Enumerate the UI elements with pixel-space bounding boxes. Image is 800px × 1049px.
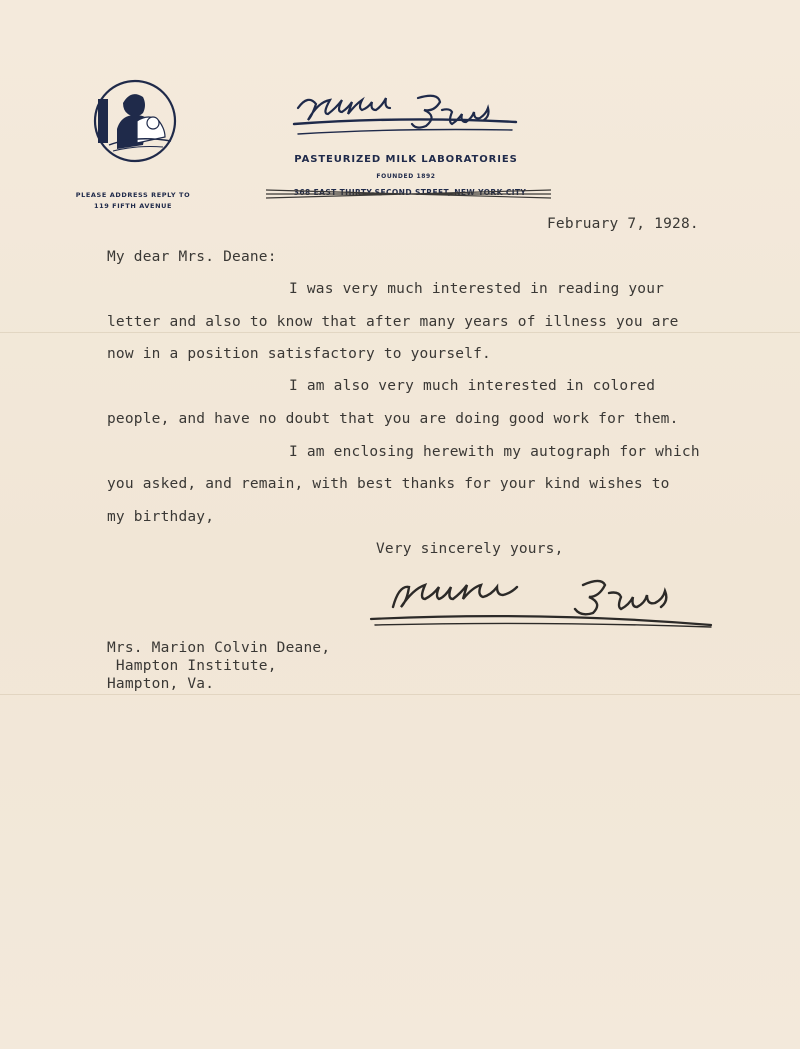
letterhead-founded: FOUNDED 1892 (376, 173, 436, 180)
paper-fold (0, 694, 800, 695)
paper-fold (0, 332, 800, 333)
closing: Very sincerely yours, (376, 541, 564, 557)
body-line: I am enclosing herewith my autograph for which (289, 444, 700, 460)
letterhead-company: PASTEURIZED MILK LABORATORIES (294, 154, 518, 165)
body-line: letter and also to know that after many years of illness you are (107, 314, 679, 330)
crossed-out-strike (266, 186, 551, 202)
reply-address-line: 119 FIFTH AVENUE (93, 202, 173, 210)
body-line: now in a position satisfactory to yourself. (107, 346, 491, 362)
recipient-line: Hampton, Va. (107, 676, 215, 692)
handwritten-signature (365, 567, 725, 642)
reply-address (58, 190, 208, 212)
body-line: people, and have no doubt that you are doing good work for them. (107, 411, 679, 427)
letterhead-street: 368 EAST THIRTY-SECOND STREET, NEW YORK CITY (293, 188, 527, 197)
recipient-line: Hampton Institute, (107, 658, 277, 674)
salutation: My dear Mrs. Deane: (107, 249, 277, 265)
mother-and-child-emblem (93, 79, 177, 163)
letter-date: February 7, 1928. (547, 216, 699, 232)
body-line: I was very much interested in reading your (289, 281, 665, 297)
body-line: my birthday, (107, 509, 215, 525)
reply-address-line: PLEASE ADDRESS REPLY TO (75, 191, 191, 199)
body-line: I am also very much interested in colored (289, 378, 656, 394)
body-line: you asked, and remain, with best thanks for your kind wishes to (107, 476, 670, 492)
recipient-line: Mrs. Marion Colvin Deane, (107, 640, 331, 656)
letterhead-signature-logo (290, 88, 520, 143)
